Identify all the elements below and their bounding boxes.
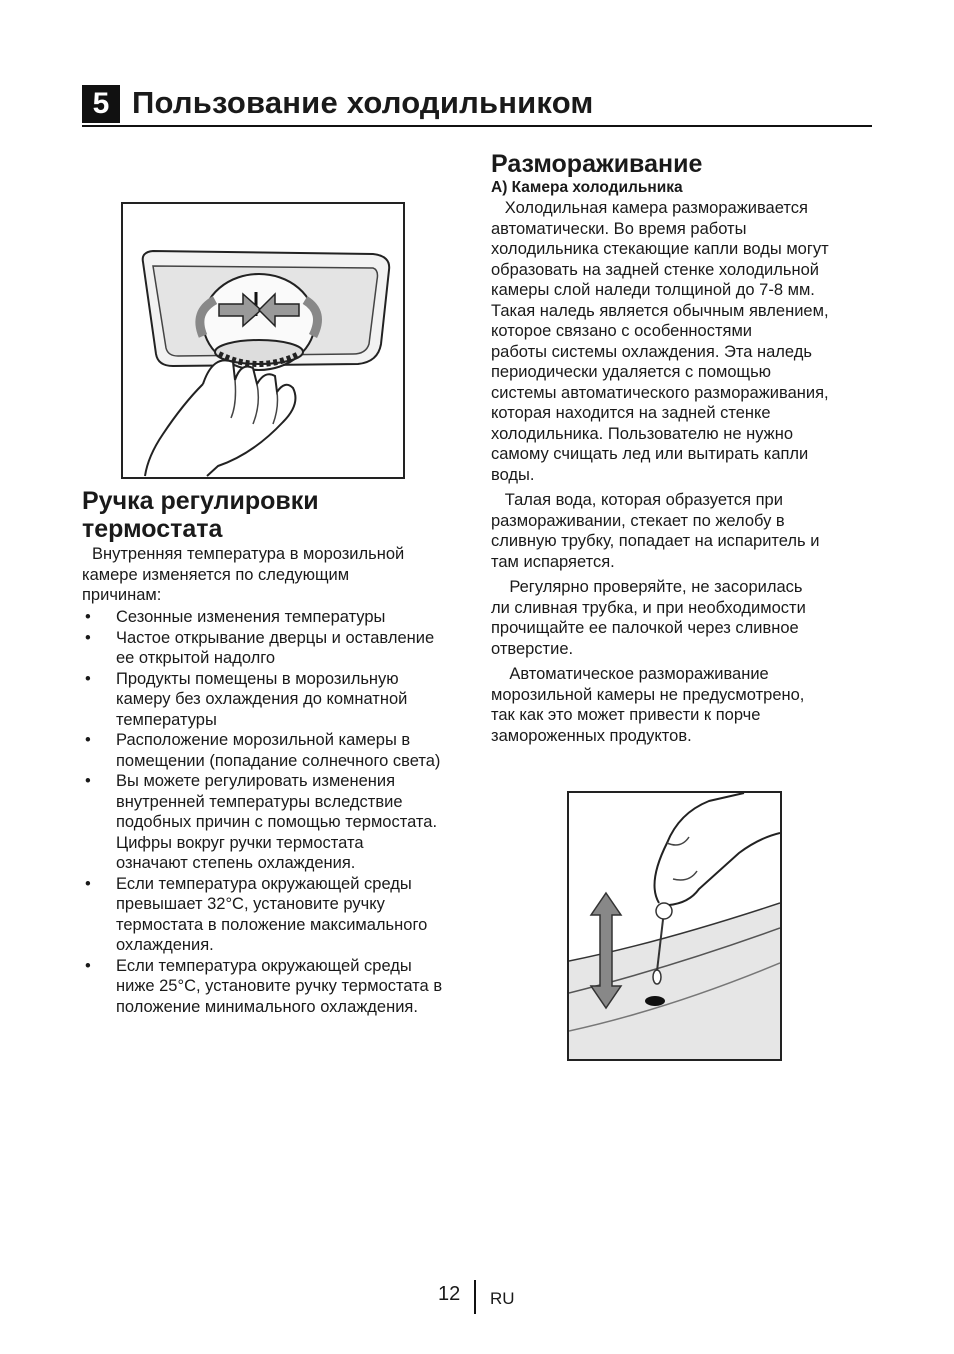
paragraph (491, 490, 876, 572)
heading-line: Ручка регулировки (82, 487, 319, 515)
text-line: периодически удаляется с помощью (491, 363, 772, 381)
text-line: так как это может привести к порче (491, 706, 761, 724)
text-line: самому счищать лед или вытирать капли (491, 445, 809, 463)
text-line: там испаряется. (491, 552, 615, 571)
text-line: камеру без охлаждения до комнатной (116, 690, 408, 708)
text-line: Талая вода, которая образуется при (500, 491, 783, 509)
chapter-title: Пользование холодильником (132, 85, 594, 120)
text-line: термостата в положение максимального (116, 915, 428, 934)
text-line: отверстие. (491, 639, 574, 658)
text-line: работы системы охлаждения. Эта наледь (491, 342, 812, 361)
list-item: • Вы можете регулировать изменения внутренней температуры вследствие подобных причин с помощью термостата. Цифры вокруг ручки термостата означают степень охлаждения. (82, 771, 467, 874)
drain-cleaning-drawing (569, 793, 780, 1059)
text-line: которое связано с особенностями (491, 322, 753, 340)
list-item: • Частое открывание дверцы и оставление ее открытой надолго (82, 628, 467, 669)
list-item: • Если температура окружающей среды превышает 32°C, установите ручку термостата в положение максимального охлаждения. (82, 874, 467, 956)
thermostat-hand-drawing (123, 204, 403, 477)
text-line: означают степень охлаждения. (116, 854, 356, 872)
text-line: ли сливная трубка, и при необходимости (491, 598, 806, 617)
text-line: размораживании, стекает по желобу в (491, 511, 785, 530)
text-line: замороженных продуктов. (491, 726, 692, 745)
text-line: холодильника. Пользователю не нужно (491, 424, 794, 443)
list-item: • Сезонные изменения температуры (82, 607, 467, 628)
text-line: Автоматическое размораживание (504, 665, 769, 683)
text-line: Холодильная камера размораживается (500, 199, 808, 217)
thermostat-section-heading (82, 487, 462, 543)
text-line: камеры слой наледи толщиной до 7-8 мм. (491, 281, 815, 299)
text-line: Вы можете регулировать изменения (116, 772, 396, 790)
paragraph (491, 664, 876, 746)
text-line: Расположение морозильной камеры в (116, 731, 411, 749)
text-line: образовать на задней стенке холодильной (491, 260, 819, 279)
text-line: морозильной камеры не предусмотрено, (491, 685, 805, 704)
text-line: Внутренняя температура в морозильной (92, 545, 405, 563)
text-line: ее открытой надолго (116, 649, 276, 667)
text-line: помещении (попадание солнечного света) (116, 751, 441, 770)
text-line: Такая наледь является обычным явлением, (491, 301, 829, 320)
chapter-header (82, 83, 872, 127)
text-line: Частое открывание дверцы и оставление (116, 628, 435, 647)
fridge-compartment-subheading: A) Камера холодильника (491, 179, 683, 196)
text-line: Если температура окружающей среды (116, 874, 412, 893)
list-item: • Продукты помещены в морозильную камеру без охлаждения до комнатной температуры (82, 669, 467, 731)
text-line: положение минимального охлаждения. (116, 997, 418, 1016)
defrost-section-heading: Размораживание (491, 150, 703, 178)
defrost-body-text (491, 198, 876, 751)
language-code: RU (490, 1289, 515, 1308)
page-number: 12 (438, 1283, 461, 1305)
list-item: • Расположение морозильной камеры в помещении (попадание солнечного света) (82, 730, 467, 771)
thermostat-intro-paragraph (82, 544, 462, 606)
text-line: внутренней температуры вследствие (116, 792, 403, 811)
footer-divider (474, 1280, 476, 1314)
heading-line: термостата (82, 515, 223, 543)
text-line: воды. (491, 465, 535, 484)
text-line: автоматически. Во время работы (491, 219, 747, 238)
text-line: которая находится на задней стенке (491, 404, 771, 422)
text-line: превышает 32°C, установите ручку (116, 895, 385, 913)
text-line: Регулярно проверяйте, не засорилась (504, 578, 803, 596)
text-line: ниже 25°C, установите ручку термостата в (116, 977, 443, 995)
thermostat-knob-illustration (121, 202, 405, 479)
text-line: температуры (116, 710, 217, 729)
drain-cleaning-illustration (567, 791, 782, 1061)
text-line: Цифры вокруг ручки термостата (116, 833, 364, 852)
list-item: • Если температура окружающей среды ниже 25°C, установите ручку термостата в положение минимального охлаждения. (82, 956, 467, 1018)
chapter-number-badge: 5 (82, 85, 120, 123)
text-line: Продукты помещены в морозильную (116, 669, 399, 688)
text-line: прочищайте ее палочкой через сливное (491, 619, 799, 637)
text-line: системы автоматического размораживания, (491, 383, 829, 402)
text-line: камере изменяется по следующим (82, 565, 350, 584)
text-line: сливную трубку, попадает на испаритель и (491, 532, 820, 550)
text-line: охлаждения. (116, 936, 214, 954)
paragraph (491, 577, 876, 659)
text-line: холодильника стекающие капли воды могут (491, 240, 829, 258)
text-line: Если температура окружающей среды (116, 956, 412, 975)
temperature-factors-list (82, 607, 467, 1017)
text-line: подобных причин с помощью термостата. (116, 813, 438, 831)
text-line: Сезонные изменения температуры (116, 608, 386, 626)
paragraph (491, 198, 876, 485)
text-line: причинам: (82, 586, 162, 604)
